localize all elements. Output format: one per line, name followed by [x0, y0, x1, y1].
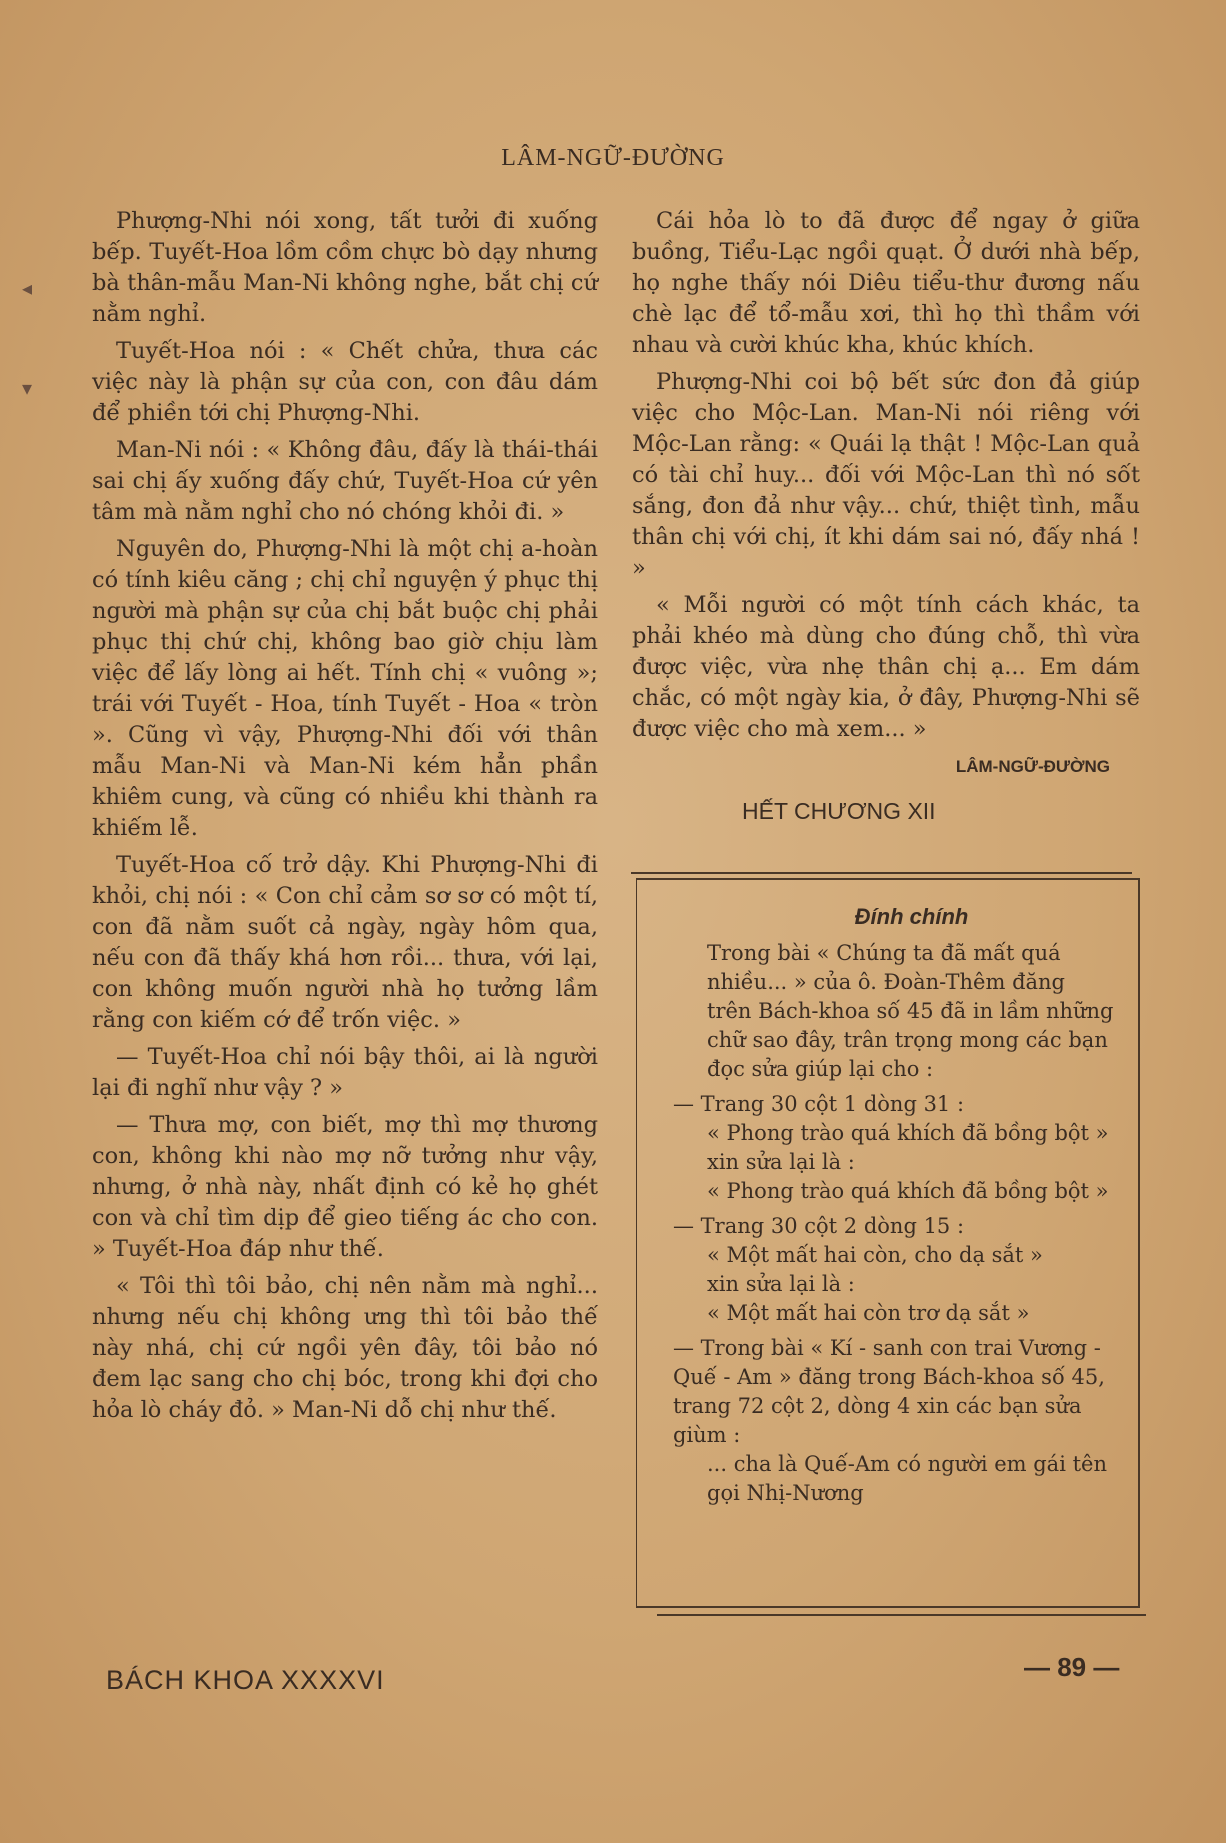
paragraph: « Tôi thì tôi bảo, chị nên nằm mà nghỉ... nhưng nếu chị không ưng thì tôi bảo thế này nhá, chị cứ ngồi yên đây, tôi bảo nó đem lạc sang cho chị bóc, trong khi đợi cho hỏa lò cháy đỏ. » Man-Ni dỗ chị như thế. — [92, 1273, 598, 1423]
author-signature: LÂM-NGỮ-ĐƯỜNG — [955, 757, 1110, 776]
paragraph: — Tuyết-Hoa chỉ nói bậy thôi, ai là người lại đi nghĩ như vậy ? » — [92, 1044, 598, 1101]
running-head: LÂM-NGỮ-ĐƯỜNG — [501, 145, 725, 171]
paragraph: Nguyên do, Phượng-Nhi là một chị a-hoàn có tính kiêu căng ; chị chỉ nguyện ý phục thị người mà phận sự của chị bắt buộc chị phải phục thị chứ chị, không bao giờ chịu làm việc để lấy lòng ai hết. Tính chị « vuông »; trái với Tuyết - Hoa, tính Tuyết - Hoa « tròn ». Cũng vì vậy, Phượng-Nhi đối với thân mẫu Man-Ni và Man-Ni kém hẳn phần khiêm cung, và cũng có nhiều khi thành ra khiếm lễ. — [92, 536, 598, 841]
paragraph: Tuyết-Hoa nói : « Chết chửa, thưa các việc này là phận sự của con, con đâu dám để phiền tới chị Phượng-Nhi. — [92, 338, 598, 426]
page-number: — 89 — — [1024, 1652, 1120, 1682]
errata-right-text: « Một mất hai còn trơ dạ sắt » — [707, 1301, 1030, 1325]
publication-footer: BÁCH KHOA XXXXVI — [106, 1665, 385, 1695]
margin-mark: ▾ — [22, 376, 33, 400]
errata-title: Đính chính — [854, 904, 969, 929]
errata-right-text: ... cha là Quế-Am có người em gái tên gọi Nhị-Nương — [707, 1452, 1107, 1505]
errata-wrong-text: « Một mất hai còn, cho dạ sắt » — [707, 1243, 1043, 1267]
errata-item-ref: — Trong bài « Kí - sanh con trai Vương - Quế - Am » đăng trong Bách-khoa số 45, trang 72 cột 2, dòng 4 xin các bạn sửa giùm : — [673, 1336, 1105, 1447]
left-column — [92, 206, 598, 1432]
chapter-end: HẾT CHƯƠNG XII — [742, 798, 936, 824]
errata-fix-label: xin sửa lại là : — [707, 1272, 855, 1296]
errata-wrong-text: « Phong trào quá khích đã bồng bột » — [707, 1121, 1109, 1145]
errata-right-text: « Phong trào quá khích đã bồng bột » — [707, 1179, 1109, 1203]
errata-intro: Trong bài « Chúng ta đã mất quá nhiều... » của ô. Đoàn-Thêm đăng trên Bách-khoa số 45 đã in lầm những chữ sao đây, trân trọng mong các bạn đọc sửa giúp lại cho : — [707, 941, 1114, 1081]
paragraph: Cái hỏa lò to đã được để ngay ở giữa buồng, Tiểu-Lạc ngồi quạt. Ở dưới nhà bếp, họ nghe thấy nói Diêu tiểu-thư đương nấu chè lạc để tổ-mẫu xơi, thì họ thì thầm với nhau và cười khúc kha, khúc khích. — [632, 208, 1140, 358]
paragraph: « Mỗi người có một tính cách khác, ta phải khéo mà dùng cho đúng chỗ, thì vừa được việc, vừa nhẹ thân chị ạ... Em dám chắc, có một ngày kia, ở đây, Phượng-Nhi sẽ được việc cho mà xem... » — [632, 592, 1140, 742]
margin-mark: ◂ — [22, 276, 33, 300]
errata-box — [636, 878, 1140, 1608]
paragraph: Man-Ni nói : « Không đâu, đấy là thái-thái sai chị ấy xuống đấy chứ, Tuyết-Hoa cứ yên tâm mà nằm nghỉ cho nó chóng khỏi đi. » — [92, 437, 598, 525]
errata-item-ref: — Trang 30 cột 1 dòng 31 : — [673, 1092, 965, 1116]
paragraph: Phượng-Nhi nói xong, tất tưởi đi xuống bếp. Tuyết-Hoa lồm cồm chực bò dạy nhưng bà thân-mẫu Man-Ni không nghe, bắt chị cứ nằm nghỉ. — [92, 208, 598, 327]
errata-item-ref: — Trang 30 cột 2 dòng 15 : — [673, 1214, 965, 1238]
paragraph: Tuyết-Hoa cố trở dậy. Khi Phượng-Nhi đi khỏi, chị nói : « Con chỉ cảm sơ sơ có một tí, con đã nằm suốt cả ngày, ngày hôm qua, nếu con đã thấy khá hơn rồi... thưa, với lại, con không muốn người nhà họ tưởng lầm rằng con kiếm cớ để trốn việc. » — [92, 852, 598, 1033]
errata-fix-label: xin sửa lại là : — [707, 1150, 855, 1174]
paragraph: — Thưa mợ, con biết, mợ thì mợ thương con, không khi nào mợ nỡ tưởng như vậy, nhưng, ở nhà này, nhất định có kẻ họ ghét con và chỉ tìm dịp để gieo tiếng ác cho con. » Tuyết-Hoa đáp như thế. — [92, 1112, 598, 1262]
right-column — [632, 206, 1140, 827]
paragraph: Phượng-Nhi coi bộ bết sức đon đả giúp việc cho Mộc-Lan. Man-Ni nói riêng với Mộc-Lan rằng: « Quái lạ thật ! Mộc-Lan quả có tài chỉ huy... đối với Mộc-Lan thì nó sốt sắng, đon đả như vậy... chứ, thiệt tình, mẫu thân chị với chị, ít khi dám sai nó, đấy nhá ! » — [632, 369, 1140, 581]
